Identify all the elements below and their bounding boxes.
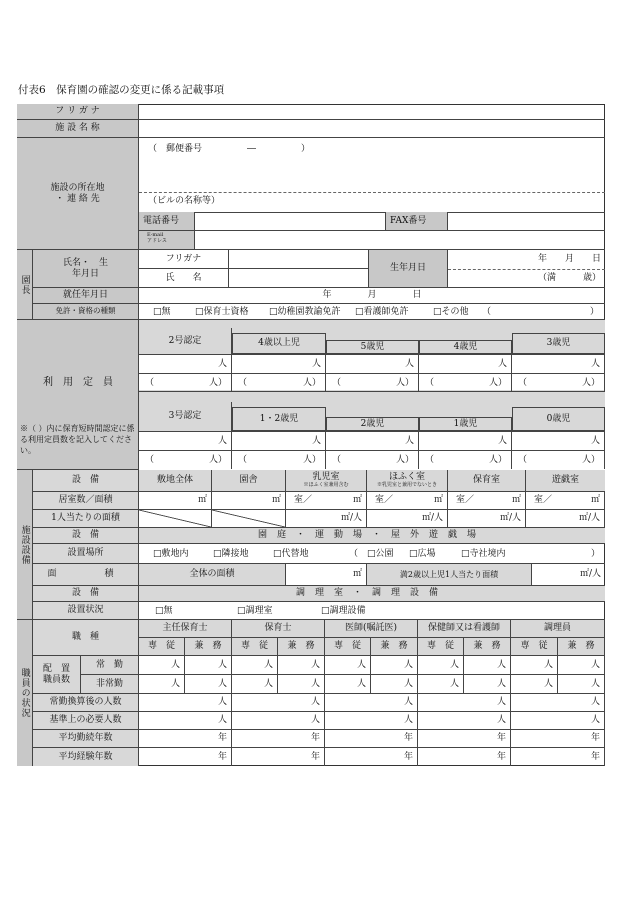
- director-section-label: 園長: [17, 250, 33, 320]
- paren-open: （: [145, 455, 155, 465]
- per-person-area-cell-4[interactable]: ㎡/人: [448, 510, 526, 528]
- email-label-line1: E-mail: [147, 232, 164, 238]
- nonregular-pt-1[interactable]: 人: [278, 675, 325, 694]
- staff-count-line2: 職員数: [42, 674, 70, 685]
- sqm-unit: ㎡: [197, 495, 207, 505]
- job-4-parttime: 兼 務: [558, 638, 605, 656]
- per-person-area-na-1: [212, 510, 286, 528]
- room-building: 園舎: [212, 470, 286, 492]
- capacity-short-1-3[interactable]: [419, 450, 512, 469]
- r3-age-0: 0歳児: [512, 407, 605, 431]
- capacity-short-0-1[interactable]: [232, 373, 326, 391]
- per-child-area-label: 満2歳以上児1人当たり面積: [367, 564, 532, 586]
- paren-unit: 人）: [302, 378, 321, 388]
- furigana-label: フ リ ガ ナ: [17, 104, 139, 120]
- name-dob-line2: 年月日: [71, 268, 99, 279]
- paren-unit: 人）: [302, 455, 321, 465]
- tenure-2[interactable]: 年: [325, 730, 418, 748]
- paren-unit: 人）: [208, 455, 227, 465]
- paren-unit: 人）: [488, 455, 507, 465]
- room-infant: [286, 470, 367, 492]
- equipment-header-label: 設 備: [33, 470, 139, 492]
- regular-label: 常 勤: [81, 656, 139, 675]
- regular-pt-4[interactable]: 人: [558, 656, 605, 675]
- cooking-facility-checkbox[interactable]: □調理設備: [321, 606, 366, 616]
- paren-open: （: [332, 455, 342, 465]
- director-dob-label: 生年月日: [369, 250, 448, 288]
- fte-3[interactable]: 人: [418, 694, 511, 712]
- paren-open: （: [518, 455, 528, 465]
- rooms-area-cell-0[interactable]: [139, 492, 212, 510]
- fte-1[interactable]: 人: [232, 694, 325, 712]
- location-shrine-checkbox[interactable]: □寺社境内: [461, 549, 506, 559]
- director-furigana-input[interactable]: [229, 250, 369, 269]
- nonregular-ft-2[interactable]: 人: [325, 675, 371, 694]
- sqm-unit: ㎡: [511, 495, 521, 505]
- cooking-status-label: 設置状況: [33, 602, 139, 620]
- location-label: 設置場所: [33, 544, 139, 564]
- regular-pt-2[interactable]: 人: [371, 656, 418, 675]
- license-kindergarten-checkbox[interactable]: □幼稚園教諭免許: [269, 307, 341, 317]
- paren-open: （: [518, 378, 528, 388]
- staff-count-line1: 配 置: [42, 664, 70, 675]
- paren-unit: 人）: [581, 378, 600, 388]
- license-none-checkbox[interactable]: □無: [153, 307, 171, 317]
- nonregular-label: 非常勤: [81, 675, 139, 694]
- capacity-short-1-4[interactable]: [512, 450, 605, 469]
- director-name-label: 氏 名: [139, 269, 229, 288]
- phone-input[interactable]: [195, 212, 386, 231]
- capacity-label-cell: [17, 320, 139, 470]
- tenure-1[interactable]: 年: [232, 730, 325, 748]
- address-label-line2: ・ 連 絡 先: [55, 193, 100, 204]
- rooms-area-cell-5[interactable]: [526, 492, 605, 510]
- per-person-area-cell-3[interactable]: ㎡/人: [367, 510, 448, 528]
- per-person-area-cell-5[interactable]: ㎡/人: [526, 510, 605, 528]
- room-nursery: 保育室: [448, 470, 526, 492]
- capacity-count-1-4[interactable]: 人: [512, 431, 605, 450]
- email-input[interactable]: [195, 231, 605, 250]
- job-3: 保健師又は看護師: [418, 620, 511, 638]
- area-label: 面 積: [33, 564, 139, 586]
- nonregular-ft-3[interactable]: 人: [418, 675, 464, 694]
- location-onsite-checkbox[interactable]: □敷地内: [153, 549, 189, 559]
- nonregular-ft-4[interactable]: 人: [511, 675, 558, 694]
- staff-section-label: 職員の状況: [17, 620, 33, 766]
- room-site: 敷地全体: [139, 470, 212, 492]
- nonregular-ft-0[interactable]: 人: [139, 675, 185, 694]
- cooking-label: 調理室・調理設備: [139, 586, 605, 602]
- room-crawl-note: ※乳児室と兼用でないとき: [376, 481, 437, 488]
- fax-input[interactable]: [448, 212, 605, 231]
- director-name-input[interactable]: [229, 269, 369, 288]
- cooking-room-checkbox[interactable]: □調理室: [237, 606, 273, 616]
- r2-age-5: 5歳児: [326, 340, 419, 354]
- phone-label: 電話番号: [139, 212, 195, 231]
- capacity-short-0-3[interactable]: [419, 373, 512, 391]
- job-0-parttime: 兼 務: [185, 638, 232, 656]
- avg-tenure-label: 平均勤続年数: [33, 730, 139, 748]
- nonregular-pt-4[interactable]: 人: [558, 675, 605, 694]
- location-plaza-checkbox[interactable]: □広場: [409, 549, 436, 559]
- job-2-parttime: 兼 務: [371, 638, 418, 656]
- capacity-short-1-0[interactable]: [139, 450, 232, 469]
- job-1-fulltime: 専 従: [232, 638, 278, 656]
- job-3-parttime: 兼 務: [464, 638, 511, 656]
- job-3-fulltime: 専 従: [418, 638, 464, 656]
- capacity-short-1-1[interactable]: [232, 450, 326, 469]
- facility-name-input[interactable]: [139, 120, 605, 138]
- regular-pt-0[interactable]: 人: [185, 656, 232, 675]
- room-count-unit: 室／: [375, 495, 394, 505]
- required-3[interactable]: 人: [418, 712, 511, 730]
- capacity-label: 利 用 定 員: [43, 377, 113, 389]
- sqm-unit: ㎡: [590, 495, 600, 505]
- rooms-area-cell-4[interactable]: [448, 492, 526, 510]
- director-age-value[interactable]: （満 歳）: [448, 269, 605, 288]
- per-person-area-cell-2[interactable]: ㎡/人: [286, 510, 367, 528]
- email-label: [139, 231, 195, 250]
- rooms-area-cell-3[interactable]: [367, 492, 448, 510]
- job-4: 調理員: [511, 620, 605, 638]
- nonregular-ft-1[interactable]: 人: [232, 675, 278, 694]
- total-area-input[interactable]: ㎡: [286, 564, 367, 586]
- director-name-dob-label: [33, 250, 139, 288]
- total-area-label: 全体の面積: [139, 564, 286, 586]
- per-person-area-na-0: [139, 510, 212, 528]
- paren-open: （: [332, 378, 342, 388]
- facility-name-label: 施 設 名 称: [17, 120, 139, 138]
- job-label: 職 種: [33, 620, 139, 656]
- job-2-fulltime: 専 従: [325, 638, 371, 656]
- tenure-3[interactable]: 年: [418, 730, 511, 748]
- job-4-fulltime: 専 従: [511, 638, 558, 656]
- capacity-short-1-2[interactable]: [326, 450, 419, 469]
- nonregular-pt-0[interactable]: 人: [185, 675, 232, 694]
- sqm-unit: ㎡: [433, 495, 443, 505]
- required-label: 基準上の必要人数: [33, 712, 139, 730]
- address-divider: [139, 192, 605, 193]
- experience-0[interactable]: 年: [139, 748, 232, 766]
- tenure-4[interactable]: 年: [511, 730, 605, 748]
- capacity-count-1-0[interactable]: 人: [139, 431, 232, 450]
- room-count-unit: 室／: [294, 495, 313, 505]
- staff-count-label: [33, 656, 81, 694]
- regular-pt-3[interactable]: 人: [464, 656, 511, 675]
- outdoor-header-label: 設 備: [33, 528, 139, 544]
- job-1: 保育士: [232, 620, 325, 638]
- per-person-area-label: 1人当たりの面積: [33, 510, 139, 528]
- capacity-short-0-2[interactable]: [326, 373, 419, 391]
- paren-open: （: [145, 378, 155, 388]
- r3-label: 3号認定: [139, 402, 232, 431]
- cooking-none-checkbox[interactable]: □無: [155, 606, 173, 616]
- capacity-count-0-2[interactable]: 人: [326, 354, 419, 373]
- location-close-paren: ）: [591, 549, 601, 559]
- paren-unit: 人）: [488, 378, 507, 388]
- location-adjacent-checkbox[interactable]: □隣接地: [213, 549, 249, 559]
- room-infant-label: 乳児室: [312, 472, 340, 483]
- job-2: 医師(嘱託医): [325, 620, 418, 638]
- capacity-short-0-0[interactable]: [139, 373, 232, 391]
- director-start-value[interactable]: 年 月 日: [139, 288, 605, 304]
- rooms-area-cell-1[interactable]: [212, 492, 286, 510]
- r3-age-1: 1歳児: [419, 417, 512, 431]
- regular-ft-1[interactable]: 人: [232, 656, 278, 675]
- nonregular-pt-2[interactable]: 人: [371, 675, 418, 694]
- capacity-note: ※（ ）内に保育短時間認定に係る利用定員数を記入してください。: [20, 424, 135, 455]
- cooking-header-label: 設 備: [33, 586, 139, 602]
- experience-1[interactable]: 年: [232, 748, 325, 766]
- outdoor-label: 園庭・運動場・屋外遊戯場: [139, 528, 605, 544]
- fte-4[interactable]: 人: [511, 694, 605, 712]
- form-title: 付表6 保育園の確認の変更に係る記載事項: [18, 84, 225, 96]
- experience-3[interactable]: 年: [418, 748, 511, 766]
- tenure-0[interactable]: 年: [139, 730, 232, 748]
- sqm-unit: ㎡: [271, 495, 281, 505]
- r2-age-4: 4歳児: [419, 340, 512, 354]
- required-0[interactable]: 人: [139, 712, 232, 730]
- facility-furigana-input[interactable]: [139, 104, 605, 120]
- fte-2[interactable]: 人: [325, 694, 418, 712]
- license-nursery-checkbox[interactable]: □保育士資格: [195, 307, 249, 317]
- name-dob-line1: 氏名・ 生: [62, 258, 108, 269]
- regular-ft-3[interactable]: 人: [418, 656, 464, 675]
- director-start-label: 就任年月日: [33, 288, 139, 304]
- director-furigana-label: フリガナ: [139, 250, 229, 269]
- address-label: [17, 138, 139, 250]
- license-options: [139, 304, 605, 320]
- location-options: [139, 544, 605, 564]
- director-dob-value[interactable]: 年 月 日: [537, 254, 601, 265]
- r3-age-2: 2歳児: [326, 417, 419, 431]
- paren-unit: 人）: [395, 378, 414, 388]
- location-park-checkbox[interactable]: （ □公園: [349, 549, 394, 559]
- location-alternative-checkbox[interactable]: □代替地: [273, 549, 309, 559]
- job-1-parttime: 兼 務: [278, 638, 325, 656]
- sqm-unit: ㎡: [352, 495, 362, 505]
- room-count-unit: 室／: [456, 495, 475, 505]
- capacity-count-0-0[interactable]: 人: [139, 354, 232, 373]
- fte-label: 常勤換算後の人数: [33, 694, 139, 712]
- postal-code-field[interactable]: （ 郵便番号 ― ）: [148, 144, 311, 154]
- required-4[interactable]: 人: [511, 712, 605, 730]
- equipment-section-label: 施設設備: [17, 470, 33, 620]
- cooking-status-options: [139, 602, 605, 620]
- job-0-fulltime: 専 従: [139, 638, 185, 656]
- capacity-short-0-4[interactable]: [512, 373, 605, 391]
- paren-unit: 人）: [208, 378, 227, 388]
- capacity-count-0-4[interactable]: 人: [512, 354, 605, 373]
- r2-age-4plus: 4歳以上児: [232, 333, 326, 354]
- paren-unit: 人）: [395, 455, 414, 465]
- paren-open: （: [425, 378, 435, 388]
- rooms-area-cell-2[interactable]: [286, 492, 367, 510]
- avg-experience-label: 平均経験年数: [33, 748, 139, 766]
- per-child-area-input[interactable]: ㎡/人: [532, 564, 605, 586]
- capacity-count-0-1[interactable]: 人: [232, 354, 326, 373]
- regular-ft-2[interactable]: 人: [325, 656, 371, 675]
- capacity-count-1-1[interactable]: 人: [232, 431, 326, 450]
- capacity-count-1-3[interactable]: 人: [419, 431, 512, 450]
- fte-0[interactable]: 人: [139, 694, 232, 712]
- email-label-line2: アドレス: [147, 237, 167, 244]
- paren-unit: 人）: [581, 455, 600, 465]
- r3-age-12: 1・2歳児: [232, 407, 326, 431]
- experience-4[interactable]: 年: [511, 748, 605, 766]
- regular-ft-0[interactable]: 人: [139, 656, 185, 675]
- room-playroom: 遊戯室: [526, 470, 605, 492]
- room-crawl-label: ほふく室: [388, 472, 425, 483]
- address-label-line1: 施設の所在地: [50, 183, 105, 194]
- room-count-unit: 室／: [534, 495, 553, 505]
- nonregular-pt-3[interactable]: 人: [464, 675, 511, 694]
- experience-2[interactable]: 年: [325, 748, 418, 766]
- required-1[interactable]: 人: [232, 712, 325, 730]
- paren-open: （: [425, 455, 435, 465]
- required-2[interactable]: 人: [325, 712, 418, 730]
- room-crawl: [367, 470, 448, 492]
- paren-open: （: [238, 378, 248, 388]
- license-other-checkbox[interactable]: □その他 （ ）: [433, 307, 600, 317]
- building-name-field[interactable]: （ビルの名称等）: [148, 196, 221, 206]
- room-infant-note: ※ほふく室兼用含む: [303, 481, 349, 488]
- r2-label: 2号認定: [139, 328, 232, 354]
- regular-ft-4[interactable]: 人: [511, 656, 558, 675]
- license-nurse-checkbox[interactable]: □看護師免許: [355, 307, 409, 317]
- rooms-area-label: 居室数／面積: [33, 492, 139, 510]
- capacity-count-0-3[interactable]: 人: [419, 354, 512, 373]
- fax-label: FAX番号: [386, 212, 448, 231]
- paren-open: （: [238, 455, 248, 465]
- license-label: 免許・資格の種類: [33, 304, 139, 320]
- capacity-count-1-2[interactable]: 人: [326, 431, 419, 450]
- regular-pt-1[interactable]: 人: [278, 656, 325, 675]
- job-0: 主任保育士: [139, 620, 232, 638]
- r2-age-3: 3歳児: [512, 333, 605, 354]
